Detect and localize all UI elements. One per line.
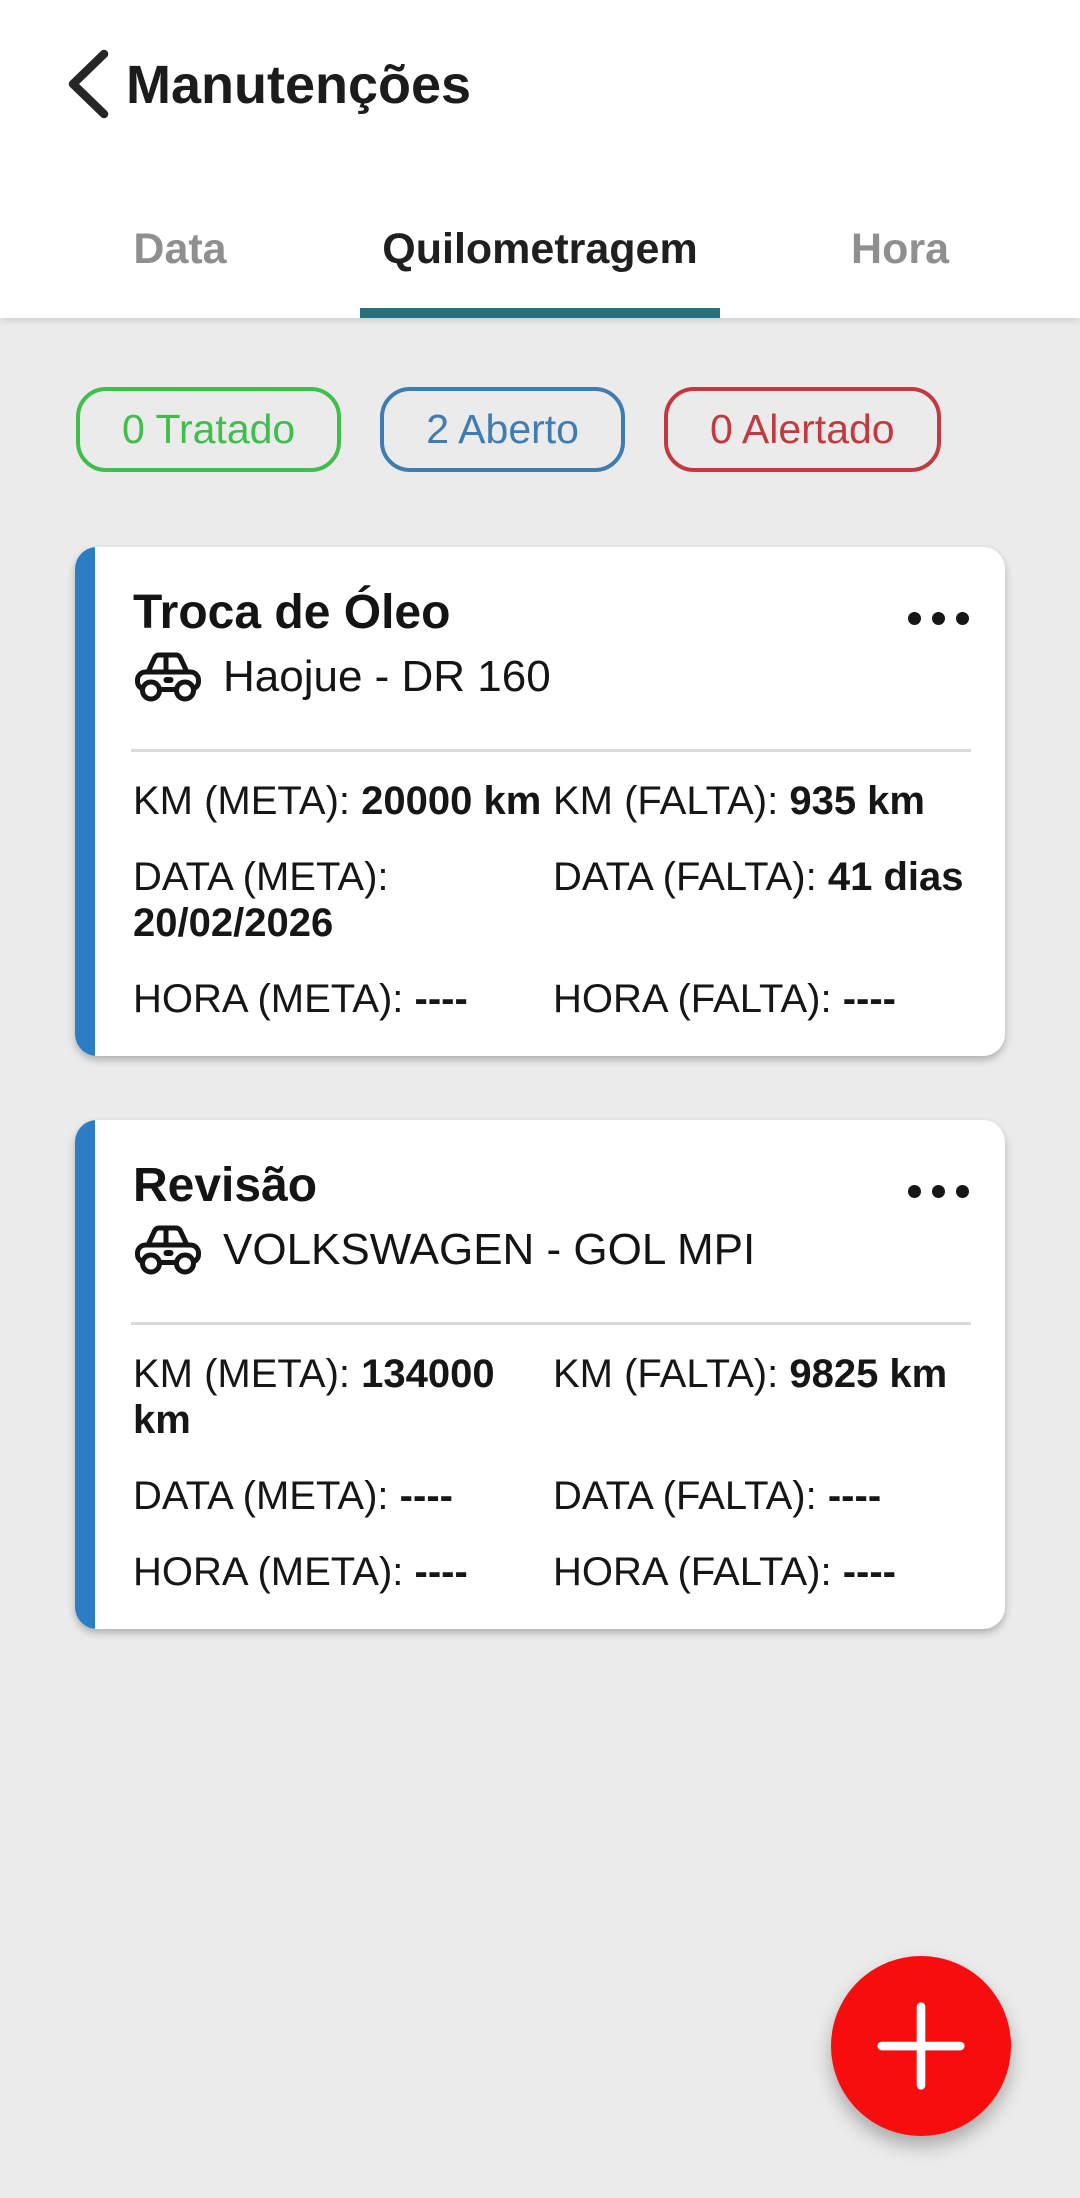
- chevron-left-icon: [65, 48, 111, 120]
- field-km-meta: KM (META): 134000 km: [133, 1352, 495, 1442]
- ellipsis-icon: [908, 612, 921, 625]
- field-hora-falta: HORA (FALTA): ----: [553, 1550, 896, 1594]
- field-data-meta: DATA (META): ----: [133, 1474, 453, 1518]
- back-button[interactable]: [56, 46, 120, 122]
- car-icon: [133, 650, 203, 704]
- vehicle-name: VOLKSWAGEN - GOL MPI: [223, 1225, 756, 1274]
- vehicle-row: [133, 649, 973, 705]
- tab-hora[interactable]: Hora: [720, 210, 1080, 318]
- more-options-button[interactable]: [908, 1178, 969, 1204]
- vehicle-name: Haojue - DR 160: [223, 652, 551, 701]
- page-title: Manutenções: [126, 55, 472, 115]
- tab-data[interactable]: Data: [0, 210, 360, 318]
- ellipsis-icon: [908, 1185, 921, 1198]
- card-divider: [131, 749, 971, 752]
- field-data-meta: DATA (META): 20/02/2026: [133, 855, 389, 945]
- field-hora-falta: HORA (FALTA): ----: [553, 977, 896, 1021]
- maintenance-card[interactable]: [75, 1120, 1005, 1629]
- maintenance-card[interactable]: [75, 547, 1005, 1056]
- card-fields: [133, 1351, 973, 1595]
- more-options-button[interactable]: [908, 605, 969, 631]
- active-tab-indicator: [360, 308, 720, 318]
- card-fields: [133, 778, 973, 1022]
- tab-quilometragem[interactable]: Quilometragem: [360, 210, 720, 318]
- field-data-falta: DATA (FALTA): ----: [553, 1474, 882, 1518]
- field-km-falta: KM (FALTA): 935 km: [553, 779, 925, 823]
- tab-bar: [0, 210, 1080, 318]
- vehicle-row: [133, 1222, 973, 1278]
- card-divider: [131, 1322, 971, 1325]
- filter-pill-alertado[interactable]: 0 Alertado: [664, 387, 941, 472]
- plus-icon: [875, 2000, 967, 2092]
- field-data-falta: DATA (FALTA): 41 dias: [553, 855, 964, 899]
- car-icon: [133, 1223, 203, 1277]
- add-maintenance-button[interactable]: [831, 1956, 1011, 2136]
- field-km-meta: KM (META): 20000 km: [133, 779, 542, 823]
- card-title: Revisão: [133, 1159, 318, 1212]
- filter-pill-aberto[interactable]: 2 Aberto: [380, 387, 625, 472]
- filter-pill-tratado[interactable]: 0 Tratado: [76, 387, 341, 472]
- field-hora-meta: HORA (META): ----: [133, 1550, 468, 1594]
- card-title: Troca de Óleo: [133, 586, 451, 639]
- status-filter-row: [76, 387, 941, 472]
- app-header: [0, 0, 1080, 318]
- field-km-falta: KM (FALTA): 9825 km: [553, 1352, 948, 1396]
- field-hora-meta: HORA (META): ----: [133, 977, 468, 1021]
